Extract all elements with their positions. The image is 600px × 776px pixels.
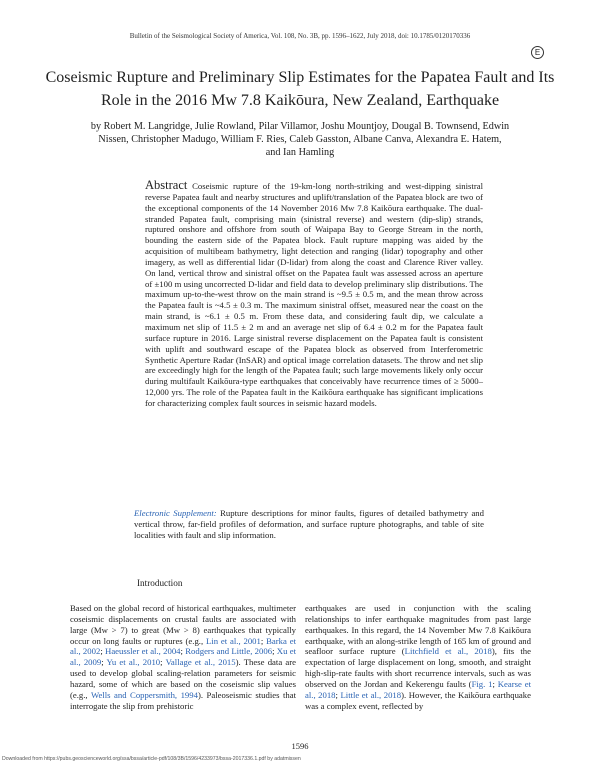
abstract-text: Coseismic rupture of the 19-km-long north-striking and west-dipping sinistral reverse Papatea fault and nearby structures and uplift/translation of the Papatea block are two of the exceptional components of the 14 November 2016 Mw 7.8 Kaikōura earthquake. The dual-stranded Papatea fault, comprising main (sinistral reverse) and western (dip-slip) strands, ruptured onshore and offshore from south of Waipapa Bay to George Stream in the north, bounding the eastern side of the Papatea block. Fault rupture mapping was aided by the acquisition of multibeam bathymetry, light detection and ranging (lidar) topography and other imagery, as well as differential lidar (D-lidar) from along the coast and Clarence River valley. On land, vertical throw and sinistral offset on the Papatea fault was assessed across an aperture of ±100 m using uncorrected D-lidar and field data to develop preliminary slip distributions. The maximum up-to-the-west throw on the main strand is ~9.5 ± 0.5 m, and the mean throw across the Papatea fault is ~4.5 ± 0.3 m. The maximum sinistral offset, measured near the coast on the main strand, is ~6.1 ± 0.5 m. From these data, and considering fault dip, we calculate a maximum net slip of 11.5 ± 2 m and an average net slip of 6.4 ± 0.2 m for the Papatea fault surface rupture in 2016. Large sinistral reverse displacement on the Papatea fault is consistent with uplift and southward escape of the Papatea block as observed from Interferometric Synthetic Aperture Radar (InSAR) and optical image correlation datasets. The throw and net slip are exceedingly high for the length of the Papatea fault; such large movements likely only occur during multifault Kaikōura-type earthquakes that conceivably have recurrence times of ≥ 5000–12,000 yrs. The role of the Papatea fault in the Kaikōura earthquake has significant implications for characterizing complex fault sources in seismic hazard models.	[145, 181, 483, 408]
intro-text: ;	[100, 646, 106, 657]
intro-text: ;	[180, 646, 186, 657]
intro-text: ). These data are used to develop global scaling-relation parameters for seismic hazard, some of which are based on the coseismic slip values (e.g.,	[70, 657, 297, 700]
intro-text: ). However, the Kaikōura earthquake was a complex event, reflected by	[305, 689, 531, 711]
electronic-supplement-link[interactable]: Electronic Supplement:	[134, 508, 217, 518]
intro-text: earthquakes are used in conjunction with the scaling relationships to infer earthquake magnitudes from past large earthquakes. In this regard, the 14 November Mw 7.8 Kaikōura earthquake, with an along-strike length of 165 km of ground and seafloor surface rupture (	[305, 603, 531, 657]
citation-link[interactable]: Rodgers and Little, 2006	[185, 646, 273, 657]
citation-link[interactable]: Lin et al., 2001	[205, 635, 261, 646]
download-watermark: Downloaded from https://pubs.geoscienceworld.org/ssa/bssa/article-pdf/108/3B/1596/4233973/bssa-2017336.1.pdf by adatmissen	[2, 756, 301, 762]
intro-column-right	[305, 603, 531, 711]
intro-column-left	[70, 603, 296, 711]
citation-link[interactable]: Yu et al., 2010	[106, 657, 161, 668]
electronic-supplement-note	[134, 508, 484, 541]
intro-text: ;	[260, 635, 267, 646]
figure-link[interactable]: Fig. 1	[471, 678, 493, 689]
citation-link[interactable]: Litchfield et al., 2018	[404, 646, 492, 657]
citation-link[interactable]: Kearse et al., 2018	[305, 678, 532, 700]
intro-text: ;	[160, 657, 166, 668]
intro-text: Based on the global record of historical earthquakes, multimeter coseismic displacements on crustal faults are associated with large (Mw > 7) to great (Mw > 8) earthquakes that typically occur on long faults or ruptures (e.g.,	[70, 603, 296, 646]
citation-link[interactable]: Little et al., 2018	[340, 689, 402, 700]
intro-text: ), fits the expectation of large displacement on long, smooth, and straight high-slip-rate faults with short recurrence intervals, such as was observed on the Jordan and Kekerengu faults (	[305, 646, 532, 689]
section-heading-introduction: Introduction	[137, 578, 183, 588]
intro-text: ;	[272, 646, 277, 657]
citation-link[interactable]: Haeussler et al., 2004	[105, 646, 181, 657]
citation-link[interactable]: Xu et al., 2009	[70, 646, 296, 668]
citation-link[interactable]: Wells and Coppersmith, 1994	[90, 689, 198, 700]
journal-citation-line: Bulletin of the Seismological Society of America, Vol. 108, No. 3B, pp. 1596–1622, July 2018, doi: 10.1785/0120170336	[129, 32, 471, 40]
paper-title: Coseismic Rupture and Preliminary Slip Estimates for the Papatea Fault and Its Role in the 2016 Mw 7.8 Kaikōura, New Zealand, Earthquake	[45, 69, 555, 109]
electronic-supplement-icon[interactable]: E	[531, 46, 544, 59]
page-number: 1596	[291, 741, 309, 751]
intro-text: ). Paleoseismic studies that interrogate the slip from prehistoric	[70, 689, 297, 711]
electronic-supplement-text: Rupture descriptions for minor faults, figures of detailed bathymetry and vertical throw, far-field profiles of deformation, and surface rupture photographs, and table of site localities with fault and slip information.	[134, 508, 484, 540]
intro-text: ;	[492, 678, 498, 689]
intro-text: ;	[101, 657, 107, 668]
intro-text: ;	[335, 689, 341, 700]
abstract-heading: Abstract	[145, 178, 188, 192]
citation-link[interactable]: Barka et al., 2002	[70, 635, 296, 657]
abstract-block	[145, 180, 483, 409]
author-list: by Robert M. Langridge, Julie Rowland, Pilar Villamor, Joshu Mountjoy, Dougal B. Townsend, Edwin Nissen, Christopher Madugo, William F. Ries, Caleb Gasston, Albane Canva, Alexandra E. Hatem, and Ian Hamling	[90, 121, 510, 158]
citation-link[interactable]: Vallage et al., 2015	[165, 657, 236, 668]
